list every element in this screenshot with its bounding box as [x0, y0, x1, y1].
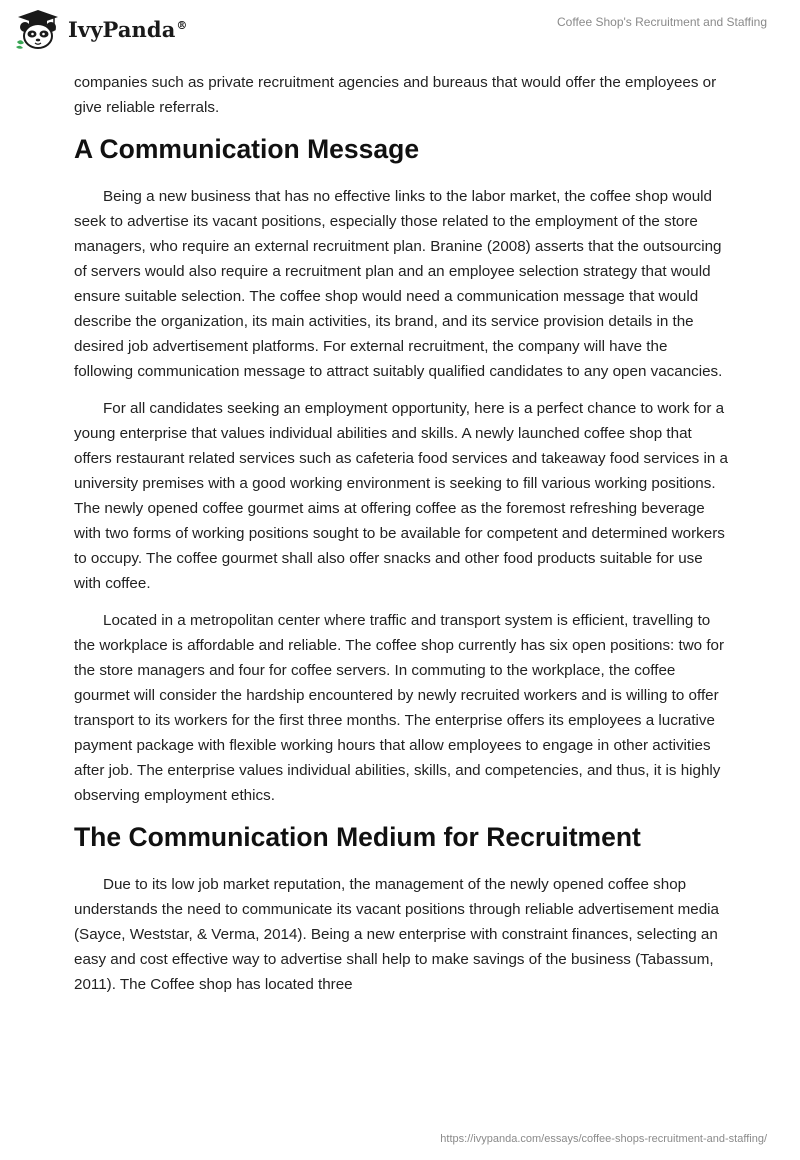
logo-wordmark: IvyPanda®: [68, 16, 188, 42]
paragraph: For all candidates seeking an employment opportunity, here is a perfect chance to work for a young enterprise that values individual abilities and skills. A newly launched coffee shop that offers restaurant related services such as cafeteria food services and takeaway food services in a university premises with a good working environment is seeking to fill various working positions. The newly opened coffee gourmet aims at offering coffee as the foremost refreshing beverage with two forms of working positions sought to be available for competent and determined workers to occupy. The coffee gourmet shall also offer snacks and other food products suitable for use with coffee.: [74, 400, 728, 592]
paragraph: Due to its low job market reputation, the management of the newly opened coffee shop understands the need to communicate its vacant positions through reliable advertisement media (Sayce, Weststar, & Verma, 2014). Being a new enterprise with constraint finances, selecting an easy and cost effective way to advertise shall help to make savings of the business (Tabassum, 2011). The Coffee shop has located three: [74, 876, 719, 993]
paragraph-continued: companies such as private recruitment agencies and bureaus that would offer the employees or give reliable referrals.: [74, 74, 717, 116]
panda-graduate-icon: [14, 8, 62, 50]
paragraph: Being a new business that has no effective links to the labor market, the coffee shop would seek to advertise its vacant positions, especially those related to the employment of the store managers, who require an external recruitment plan. Branine (2008) asserts that the outsourcing of servers would also require a recruitment plan and an employee selection strategy that would ensure suitable selection. The coffee shop would need a communication message that would describe the organization, its main activities, its brand, and its service provision details in the desired job advertisement platforms. For external recruitment, the company will have the following communication message to attract suitably qualified candidates to any open vacancies.: [74, 188, 723, 380]
running-title: Coffee Shop's Recruitment and Staffing: [557, 15, 767, 29]
heading-communication-message: A Communication Message: [74, 134, 420, 164]
essay-content: [74, 70, 730, 1009]
page-header: [0, 0, 800, 62]
ivypanda-logo[interactable]: [14, 8, 188, 50]
source-url[interactable]: https://ivypanda.com/essays/coffee-shops-recruitment-and-staffing/: [440, 1133, 767, 1145]
heading-communication-medium: The Communication Medium for Recruitment: [74, 822, 641, 852]
paragraph: Located in a metropolitan center where traffic and transport system is efficient, travelling to the workplace is affordable and reliable. The coffee shop currently has six open positions: two for the store managers and four for coffee servers. In commuting to the workplace, the coffee gourmet will consider the hardship encountered by newly recruited workers and is willing to offer transport to its workers for the first three months. The enterprise offers its employees a lucrative payment package with flexible working hours that allow employees to engage in other activities after job. The enterprise values individual abilities, skills, and competencies, and thus, it is highly observing employment ethics.: [74, 612, 725, 804]
